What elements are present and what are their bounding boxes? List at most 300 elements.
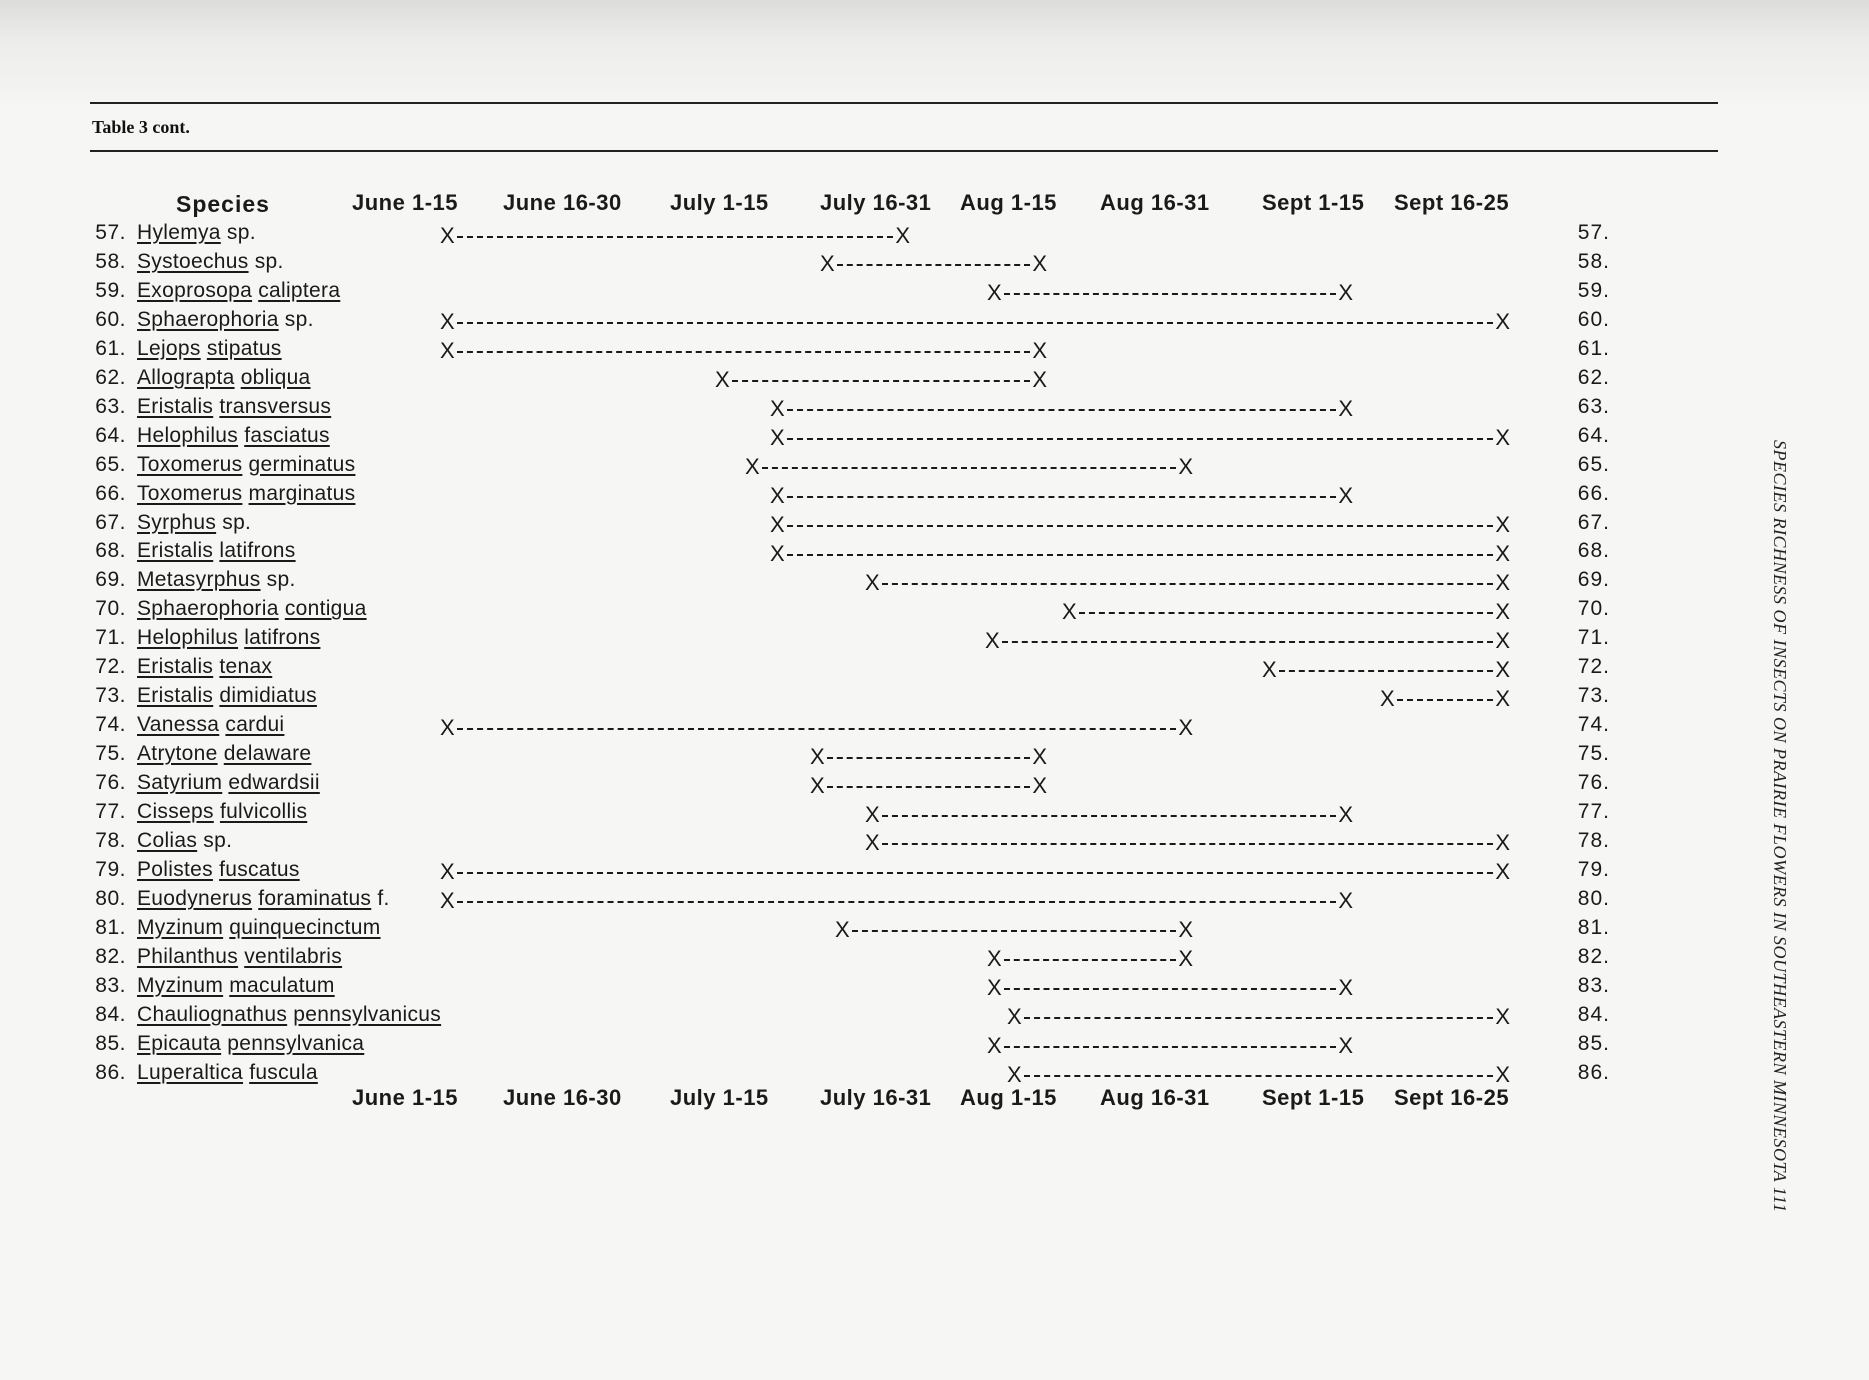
occurrence-range <box>440 308 1510 337</box>
row-number-right: 66. <box>1577 481 1610 505</box>
row-number: 79. <box>95 857 126 881</box>
species-name <box>137 742 311 766</box>
genus-name: Myzinum <box>137 973 224 997</box>
row-number: 76. <box>95 771 126 795</box>
range-start-mark: X <box>770 396 785 422</box>
range-dashes <box>457 728 1177 730</box>
genus-name: Lejops <box>137 336 201 360</box>
range-start-mark: X <box>440 859 455 885</box>
header-period-label: June 1-15 <box>352 190 458 215</box>
range-dashes <box>457 322 1494 324</box>
row-number-right: 75. <box>1577 742 1610 766</box>
species-epithet: contigua <box>284 597 367 621</box>
row-number: 71. <box>95 626 126 650</box>
genus-name: Atrytone <box>137 742 218 766</box>
range-start-mark: X <box>1007 1004 1022 1030</box>
range-dashes <box>827 757 1031 759</box>
occurrence-range <box>985 626 1510 655</box>
species-epithet: foraminatus <box>258 886 372 910</box>
row-number: 77. <box>95 800 126 823</box>
genus-name: Cisseps <box>137 800 214 823</box>
row-number: 78. <box>95 828 126 852</box>
table-row <box>0 713 1869 742</box>
range-dashes <box>1002 641 1494 643</box>
row-number-right: 57. <box>1577 221 1610 244</box>
occurrence-range <box>820 250 1047 279</box>
species-epithet: latifrons <box>244 626 321 650</box>
range-dashes <box>787 496 1337 498</box>
table-row <box>0 511 1869 540</box>
occurrence-range <box>770 539 1510 568</box>
range-start-mark: X <box>987 975 1002 1001</box>
genus-name: Helophilus <box>137 423 239 447</box>
row-number: 66. <box>95 481 126 505</box>
range-start-mark: X <box>985 627 1000 653</box>
species-name <box>137 800 307 824</box>
range-start-mark: X <box>1262 656 1277 682</box>
name-suffix: sp. <box>197 828 233 852</box>
range-dashes <box>1004 988 1337 990</box>
row-number-right: 68. <box>1577 539 1610 563</box>
species-name <box>137 655 272 679</box>
range-dashes <box>1397 699 1494 701</box>
species-name <box>137 366 311 390</box>
species-epithet: quinquecinctum <box>229 915 381 939</box>
genus-name: Sphaerophoria <box>137 307 279 331</box>
genus-name: Eristalis <box>137 684 214 708</box>
species-epithet: delaware <box>223 742 312 766</box>
row-number-right: 64. <box>1577 423 1610 447</box>
occurrence-range <box>440 713 1193 742</box>
species-name <box>137 250 284 274</box>
range-start-mark: X <box>1007 1062 1022 1088</box>
row-number-right: 73. <box>1577 684 1610 708</box>
genus-name: Philanthus <box>137 944 239 968</box>
range-dashes <box>1079 612 1494 614</box>
range-dashes <box>787 525 1494 527</box>
row-number-right: 62. <box>1577 365 1610 389</box>
range-end-mark: X <box>1032 772 1047 798</box>
table-row <box>0 539 1869 568</box>
footer-period-label: Sept 16-25 <box>1394 1085 1510 1110</box>
footer-period-label: June 16-30 <box>503 1085 622 1110</box>
range-start-mark: X <box>440 309 455 335</box>
occurrence-range <box>865 568 1510 597</box>
range-end-mark: X <box>1338 801 1353 827</box>
occurrence-range <box>1380 684 1510 713</box>
range-dashes <box>882 843 1494 845</box>
range-dashes <box>852 930 1177 932</box>
genus-name: Toxomerus <box>137 452 243 476</box>
table-row <box>0 626 1869 655</box>
genus-name: Exoprosopa <box>137 278 253 302</box>
genus-name: Systoechus <box>137 249 249 273</box>
range-end-mark: X <box>1178 917 1193 943</box>
genus-name: Euodynerus <box>137 886 253 910</box>
range-end-mark: X <box>1495 425 1510 451</box>
row-number-right: 67. <box>1577 510 1610 534</box>
row-number-right: 85. <box>1577 1031 1610 1055</box>
footer-period-label: Sept 1-15 <box>1262 1085 1365 1110</box>
row-number-right: 58. <box>1577 249 1610 273</box>
footer-period-label: June 1-15 <box>352 1085 458 1110</box>
range-dashes <box>457 872 1494 874</box>
header-period-label: June 16-30 <box>503 190 622 215</box>
genus-name: Satyrium <box>137 771 223 795</box>
range-end-mark: X <box>1495 1062 1510 1088</box>
name-suffix: sp. <box>260 568 296 592</box>
species-epithet: edwardsii <box>228 771 320 795</box>
table-row <box>0 655 1869 684</box>
row-number-right: 63. <box>1577 394 1610 418</box>
species-name <box>137 453 355 477</box>
range-start-mark: X <box>715 367 730 393</box>
genus-name: Metasyrphus <box>137 568 261 592</box>
range-start-mark: X <box>987 946 1002 972</box>
row-number: 75. <box>95 742 126 766</box>
range-end-mark: X <box>1495 512 1510 537</box>
name-suffix: sp. <box>248 249 284 273</box>
species-name <box>137 945 342 969</box>
genus-name: Chauliognathus <box>137 1002 288 1026</box>
header-period-label: Aug 1-15 <box>960 190 1057 215</box>
table-row <box>0 337 1869 366</box>
species-epithet: caliptera <box>258 278 341 302</box>
species-epithet: fasciatus <box>244 423 330 447</box>
genus-name: Helophilus <box>137 626 239 650</box>
genus-name: Toxomerus <box>137 481 243 505</box>
footer-period-label: July 1-15 <box>670 1085 769 1110</box>
range-dashes <box>1004 1046 1337 1048</box>
genus-name: Hylemya <box>137 221 221 244</box>
species-epithet: transversus <box>219 394 332 418</box>
range-start-mark: X <box>987 1033 1002 1059</box>
species-epithet: latifrons <box>219 539 296 563</box>
genus-name: Polistes <box>137 857 213 881</box>
row-number-right: 72. <box>1577 655 1610 679</box>
table-row <box>0 568 1869 597</box>
range-end-mark: X <box>1495 309 1510 335</box>
row-number: 64. <box>95 423 126 447</box>
occurrence-range <box>440 858 1510 887</box>
species-name <box>137 511 251 535</box>
row-number-right: 69. <box>1577 568 1610 592</box>
table-row <box>0 1003 1869 1032</box>
row-number: 70. <box>95 597 126 621</box>
period-header-bottom <box>0 1083 1869 1113</box>
range-end-mark: X <box>1178 454 1193 480</box>
range-end-mark: X <box>1032 367 1047 393</box>
table-row <box>0 250 1869 279</box>
species-name <box>137 221 256 245</box>
table-label: Table 3 cont. <box>92 117 190 137</box>
range-end-mark: X <box>1495 859 1510 885</box>
range-dashes <box>457 236 894 238</box>
row-number: 57. <box>95 221 126 244</box>
table-row <box>0 742 1869 771</box>
species-name <box>137 684 317 708</box>
range-end-mark: X <box>1495 627 1510 653</box>
row-number: 60. <box>95 307 126 331</box>
range-dashes <box>1004 293 1337 295</box>
range-end-mark: X <box>1495 685 1510 711</box>
table-row <box>0 308 1869 337</box>
row-number-right: 80. <box>1577 886 1610 910</box>
header-period-label: July 16-31 <box>820 190 932 215</box>
row-number-right: 65. <box>1577 452 1610 476</box>
range-start-mark: X <box>810 772 825 798</box>
species-epithet: maculatum <box>229 973 335 997</box>
species-epithet: tenax <box>219 655 273 679</box>
header-rule <box>90 150 1718 152</box>
species-name <box>137 887 390 911</box>
occurrence-range <box>987 974 1353 1003</box>
row-number-right: 77. <box>1577 800 1610 823</box>
range-dashes <box>787 409 1337 411</box>
range-start-mark: X <box>1380 685 1395 711</box>
row-number: 59. <box>95 278 126 302</box>
species-name <box>137 771 320 795</box>
species-epithet: dimidiatus <box>219 684 317 708</box>
range-end-mark: X <box>1338 483 1353 509</box>
range-dashes <box>732 380 1031 382</box>
row-number: 85. <box>95 1031 126 1055</box>
row-number: 84. <box>95 1002 126 1026</box>
range-start-mark: X <box>770 483 785 509</box>
range-dashes <box>1024 1075 1494 1077</box>
top-rule <box>90 102 1718 104</box>
row-number: 69. <box>95 568 126 592</box>
row-number-right: 83. <box>1577 973 1610 997</box>
row-number-right: 76. <box>1577 771 1610 795</box>
species-name <box>137 482 355 506</box>
row-number-right: 86. <box>1577 1060 1610 1084</box>
occurrence-range <box>715 366 1047 395</box>
range-start-mark: X <box>770 425 785 451</box>
range-start-mark: X <box>810 743 825 769</box>
row-number-right: 79. <box>1577 857 1610 881</box>
occurrence-range <box>440 221 910 250</box>
range-end-mark: X <box>1178 714 1193 740</box>
range-end-mark: X <box>1338 396 1353 422</box>
range-end-mark: X <box>1032 251 1047 277</box>
species-name <box>137 1003 441 1027</box>
species-name <box>137 568 296 592</box>
table-row <box>0 1032 1869 1061</box>
species-name <box>137 1032 364 1056</box>
range-dashes <box>457 351 1031 353</box>
name-suffix: sp. <box>278 307 314 331</box>
header-period-label: July 1-15 <box>670 190 769 215</box>
species-column-header: Species <box>176 191 270 217</box>
table-row <box>0 887 1869 916</box>
range-dashes <box>1279 670 1494 672</box>
genus-name: Syrphus <box>137 510 217 534</box>
range-start-mark: X <box>440 338 455 364</box>
genus-name: Eristalis <box>137 655 214 679</box>
header-period-label: Aug 16-31 <box>1100 190 1210 215</box>
range-dashes <box>787 554 1494 556</box>
range-dashes <box>762 467 1177 469</box>
occurrence-range <box>987 1032 1353 1061</box>
row-number: 58. <box>95 249 126 273</box>
species-name <box>137 974 335 998</box>
occurrence-range <box>1062 597 1510 626</box>
occurrence-range <box>1262 655 1510 684</box>
occurrence-range <box>440 887 1353 916</box>
row-number: 83. <box>95 973 126 997</box>
table-row <box>0 916 1869 945</box>
row-number-right: 81. <box>1577 915 1610 939</box>
row-number: 67. <box>95 510 126 534</box>
species-epithet: fuscatus <box>219 857 300 881</box>
occurrence-range <box>835 916 1193 945</box>
row-number: 63. <box>95 394 126 418</box>
table-row <box>0 221 1869 250</box>
range-dashes <box>457 901 1337 903</box>
range-dashes <box>1004 959 1177 961</box>
species-epithet: obliqua <box>240 365 311 389</box>
name-suffix: f. <box>371 886 390 910</box>
occurrence-range <box>865 800 1353 829</box>
range-end-mark: X <box>1495 656 1510 682</box>
species-name <box>137 395 331 419</box>
header-period-label: Sept 1-15 <box>1262 190 1365 215</box>
range-end-mark: X <box>1495 598 1510 624</box>
range-end-mark: X <box>1338 280 1353 306</box>
name-suffix: sp. <box>220 221 256 244</box>
species-epithet: fuscula <box>249 1060 318 1084</box>
genus-name: Sphaerophoria <box>137 597 279 621</box>
species-epithet: stipatus <box>206 336 282 360</box>
range-end-mark: X <box>1338 975 1353 1001</box>
species-epithet: pennsylvanica <box>227 1031 365 1055</box>
running-head: SPECIES RICHNESS OF INSECTS ON PRAIRIE FLOWERS IN SOUTHEASTERN MINNESOTA 111 <box>1770 440 1790 1213</box>
range-end-mark: X <box>1032 338 1047 364</box>
row-number-right: 74. <box>1577 713 1610 737</box>
range-end-mark: X <box>1178 946 1193 972</box>
range-dashes <box>1024 1017 1494 1019</box>
species-epithet: marginatus <box>248 481 356 505</box>
range-start-mark: X <box>987 280 1002 306</box>
species-epithet: cardui <box>225 713 285 737</box>
range-start-mark: X <box>865 830 880 856</box>
occurrence-range <box>987 945 1193 974</box>
range-start-mark: X <box>440 222 455 248</box>
range-start-mark: X <box>440 888 455 914</box>
row-number-right: 70. <box>1577 597 1610 621</box>
genus-name: Vanessa <box>137 713 220 737</box>
species-name <box>137 539 296 563</box>
range-end-mark: X <box>1338 888 1353 914</box>
table-row <box>0 395 1869 424</box>
species-name <box>137 916 381 940</box>
row-number: 86. <box>95 1060 126 1084</box>
occurrence-range <box>770 511 1510 540</box>
genus-name: Colias <box>137 828 198 852</box>
row-number: 68. <box>95 539 126 563</box>
header-period-label: Sept 16-25 <box>1394 190 1510 215</box>
table-row <box>0 424 1869 453</box>
occurrence-range <box>865 829 1510 858</box>
occurrence-range <box>745 453 1193 482</box>
range-start-mark: X <box>865 801 880 827</box>
genus-name: Eristalis <box>137 539 214 563</box>
range-dashes <box>787 438 1494 440</box>
row-number: 73. <box>95 684 126 708</box>
range-dashes <box>827 786 1031 788</box>
occurrence-range <box>1007 1003 1510 1032</box>
row-number-right: 60. <box>1577 307 1610 331</box>
table-row <box>0 945 1869 974</box>
period-header-top <box>0 188 1869 218</box>
species-name <box>137 829 232 853</box>
range-start-mark: X <box>1062 598 1077 624</box>
occurrence-range <box>770 395 1353 424</box>
row-number-right: 61. <box>1577 336 1610 360</box>
row-number-right: 84. <box>1577 1002 1610 1026</box>
range-start-mark: X <box>820 251 835 277</box>
range-dashes <box>837 264 1031 266</box>
row-number: 72. <box>95 655 126 679</box>
range-end-mark: X <box>895 222 910 248</box>
footer-period-label: Aug 16-31 <box>1100 1085 1210 1110</box>
table-row <box>0 771 1869 800</box>
species-epithet: fulvicollis <box>219 800 308 823</box>
occurrence-range <box>770 482 1353 511</box>
species-name <box>137 713 284 737</box>
occurrence-range <box>987 279 1353 308</box>
row-number-right: 82. <box>1577 944 1610 968</box>
range-end-mark: X <box>1032 743 1047 769</box>
footer-period-label: Aug 1-15 <box>960 1085 1057 1110</box>
range-end-mark: X <box>1338 1033 1353 1059</box>
species-name <box>137 337 282 361</box>
table-row <box>0 366 1869 395</box>
range-start-mark: X <box>835 917 850 943</box>
table-row <box>0 597 1869 626</box>
range-end-mark: X <box>1495 569 1510 595</box>
range-dashes <box>882 583 1494 585</box>
row-number: 74. <box>95 713 126 737</box>
table-row <box>0 858 1869 887</box>
range-end-mark: X <box>1495 830 1510 856</box>
genus-name: Epicauta <box>137 1031 222 1055</box>
occurrence-range <box>810 771 1047 800</box>
row-number: 62. <box>95 365 126 389</box>
species-epithet: ventilabris <box>244 944 343 968</box>
footer-period-label: July 16-31 <box>820 1085 932 1110</box>
range-dashes <box>882 815 1337 817</box>
occurrence-range <box>810 742 1047 771</box>
row-number: 61. <box>95 336 126 360</box>
species-name <box>137 424 330 448</box>
table-row <box>0 684 1869 713</box>
table-row <box>0 453 1869 482</box>
name-suffix: sp. <box>216 510 252 534</box>
genus-name: Luperaltica <box>137 1060 244 1084</box>
species-name <box>137 858 300 882</box>
genus-name: Allograpta <box>137 365 235 389</box>
row-number: 81. <box>95 915 126 939</box>
species-name <box>137 1061 318 1085</box>
row-number-right: 59. <box>1577 278 1610 302</box>
row-number: 82. <box>95 944 126 968</box>
species-name <box>137 279 340 303</box>
table-row <box>0 279 1869 308</box>
species-name <box>137 626 320 650</box>
species-name <box>137 308 314 332</box>
